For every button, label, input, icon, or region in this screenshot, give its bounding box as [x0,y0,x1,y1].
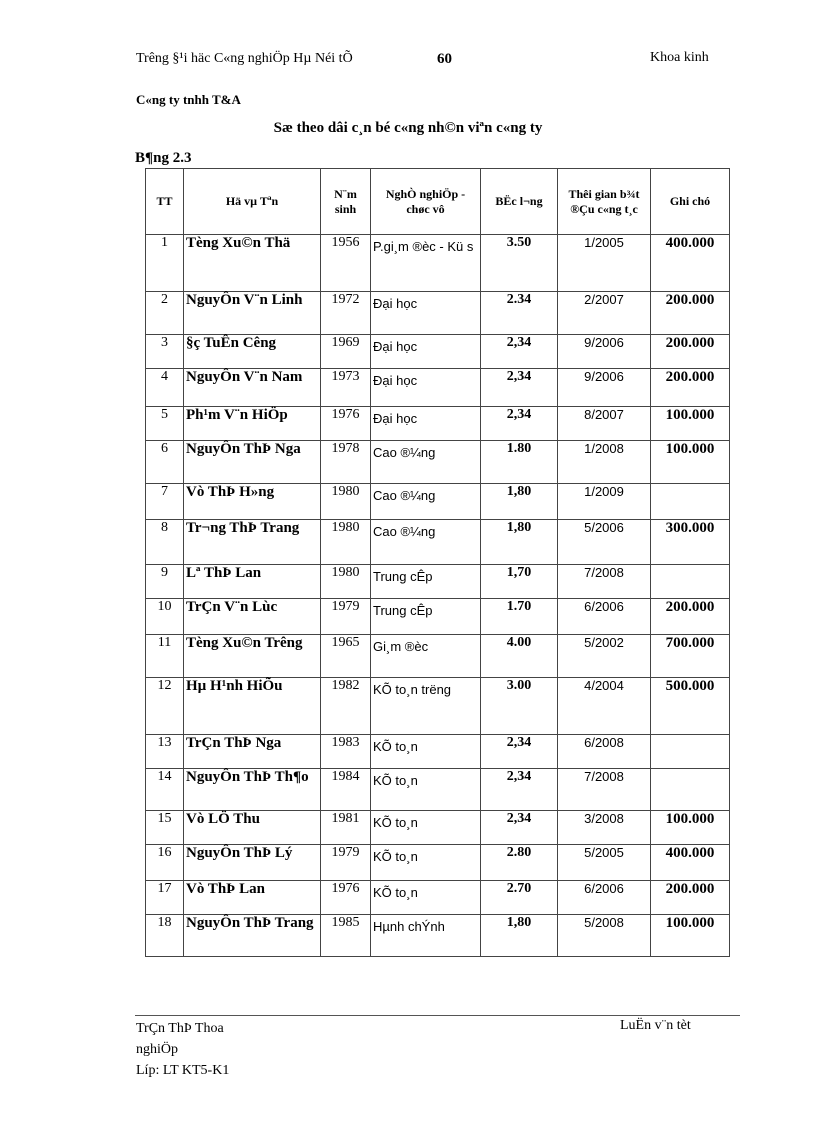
cell-start-date: 9/2006 [558,335,651,369]
cell-start-date: 1/2009 [558,484,651,520]
cell-tt: 10 [146,599,184,635]
cell-name: Vò LÖ Thu [184,811,321,845]
cell-rank: 2,34 [481,769,558,811]
cell-rank: 3.00 [481,678,558,735]
cell-note: 100.000 [651,811,730,845]
col-header-rank: BËc l¬ng [481,169,558,235]
cell-name: Tèng Xu©n Thä [184,235,321,292]
cell-tt: 9 [146,565,184,599]
cell-name: Hµ H¹nh HiÕu [184,678,321,735]
cell-tt: 8 [146,520,184,565]
cell-name: §ç TuÊn Cêng [184,335,321,369]
cell-rank: 2,34 [481,735,558,769]
header-faculty: Khoa kinh [650,50,709,65]
cell-year: 1983 [321,735,371,769]
cell-year: 1973 [321,369,371,407]
cell-tt: 6 [146,441,184,484]
cell-year: 1985 [321,915,371,957]
cell-name: Vò ThÞ Lan [184,881,321,915]
col-header-name: Hä vµ Tªn [184,169,321,235]
footer-left [136,1018,296,1081]
footer-left-line2: nghiÖp [136,1042,178,1057]
cell-name: NguyÔn ThÞ Trang [184,915,321,957]
cell-year: 1976 [321,407,371,441]
cell-rank: 2,34 [481,335,558,369]
table-row [146,484,730,520]
col-header-job: NghÒ nghiÖp - chøc vô [371,169,481,235]
cell-year: 1982 [321,678,371,735]
cell-name: NguyÔn V¨n Nam [184,369,321,407]
cell-job: P.gi¸m ®èc - Kü s [371,235,481,292]
cell-note: 200.000 [651,599,730,635]
cell-start-date: 5/2006 [558,520,651,565]
cell-rank: 2.80 [481,845,558,881]
document-title: Sæ theo dâi c¸n bé c«ng nh©n viªn c«ng ty [273,120,543,136]
cell-year: 1956 [321,235,371,292]
cell-rank: 1,70 [481,565,558,599]
table-row [146,635,730,678]
cell-job: Đại học [371,335,481,369]
cell-rank: 2,34 [481,369,558,407]
cell-name: Tr¬ng ThÞ Trang [184,520,321,565]
cell-note: 400.000 [651,845,730,881]
table-row [146,235,730,292]
cell-name: NguyÔn ThÞ Nga [184,441,321,484]
col-header-year: N¨m sinh [321,169,371,235]
cell-year: 1969 [321,335,371,369]
cell-note [651,484,730,520]
cell-year: 1980 [321,520,371,565]
cell-rank: 1.70 [481,599,558,635]
cell-name: NguyÔn ThÞ Th¶o [184,769,321,811]
cell-start-date: 5/2005 [558,845,651,881]
cell-year: 1976 [321,881,371,915]
cell-rank: 4.00 [481,635,558,678]
cell-job: Đại học [371,292,481,335]
cell-note [651,565,730,599]
cell-start-date: 5/2002 [558,635,651,678]
cell-tt: 11 [146,635,184,678]
cell-tt: 14 [146,769,184,811]
cell-start-date: 1/2008 [558,441,651,484]
cell-start-date: 2/2007 [558,292,651,335]
cell-year: 1965 [321,635,371,678]
cell-start-date: 9/2006 [558,369,651,407]
table-header-row [146,169,730,235]
cell-start-date: 4/2004 [558,678,651,735]
cell-job: KÕ to¸n [371,845,481,881]
cell-tt: 15 [146,811,184,845]
cell-name: TrÇn ThÞ Nga [184,735,321,769]
cell-note: 100.000 [651,915,730,957]
col-header-note: Ghi chó [651,169,730,235]
cell-job: KÕ to¸n [371,811,481,845]
col-header-start: Thêi gian b¾t ®Çu c«ng t¸c [558,169,651,235]
table-row [146,735,730,769]
cell-job: Đại học [371,369,481,407]
cell-note: 200.000 [651,335,730,369]
table-row [146,520,730,565]
cell-name: Vò ThÞ H»ng [184,484,321,520]
cell-tt: 17 [146,881,184,915]
table-row [146,881,730,915]
cell-rank: 3.50 [481,235,558,292]
cell-note: 100.000 [651,441,730,484]
cell-job: Cao ®¼ng [371,484,481,520]
cell-job: Đại học [371,407,481,441]
cell-tt: 13 [146,735,184,769]
cell-tt: 3 [146,335,184,369]
col-header-tt: TT [146,169,184,235]
cell-note: 700.000 [651,635,730,678]
cell-job: Cao ®¼ng [371,441,481,484]
cell-name: NguyÔn ThÞ Lý [184,845,321,881]
table-row [146,678,730,735]
cell-year: 1978 [321,441,371,484]
cell-job: KÕ to¸n [371,769,481,811]
cell-name: Ph¹m V¨n HiÖp [184,407,321,441]
cell-name: NguyÔn V¨n Linh [184,292,321,335]
cell-start-date: 6/2008 [558,735,651,769]
table-row [146,769,730,811]
cell-job: Trung cÊp [371,565,481,599]
cell-start-date: 6/2006 [558,599,651,635]
cell-start-date: 7/2008 [558,565,651,599]
cell-job: Gi¸m ®èc [371,635,481,678]
cell-job: KÕ to¸n [371,881,481,915]
footer-divider [135,1015,740,1016]
staff-table [145,168,730,957]
footer-class: Líp: LT KT5-K1 [136,1063,230,1078]
cell-note [651,735,730,769]
cell-rank: 1,80 [481,915,558,957]
cell-tt: 4 [146,369,184,407]
cell-start-date: 5/2008 [558,915,651,957]
table-row [146,915,730,957]
cell-job: Trung cÊp [371,599,481,635]
table-row [146,407,730,441]
cell-tt: 1 [146,235,184,292]
footer-author: TrÇn ThÞ Thoa [136,1021,224,1036]
cell-year: 1979 [321,845,371,881]
cell-tt: 16 [146,845,184,881]
cell-tt: 5 [146,407,184,441]
cell-rank: 2.34 [481,292,558,335]
cell-tt: 18 [146,915,184,957]
cell-tt: 12 [146,678,184,735]
table-row [146,441,730,484]
table-row [146,335,730,369]
cell-rank: 2.70 [481,881,558,915]
cell-rank: 2,34 [481,811,558,845]
cell-note: 500.000 [651,678,730,735]
cell-tt: 2 [146,292,184,335]
cell-note: 300.000 [651,520,730,565]
cell-note: 100.000 [651,407,730,441]
cell-start-date: 8/2007 [558,407,651,441]
cell-rank: 1,80 [481,484,558,520]
cell-job: KÕ to¸n [371,735,481,769]
cell-rank: 1,80 [481,520,558,565]
cell-start-date: 7/2008 [558,769,651,811]
cell-note: 200.000 [651,292,730,335]
cell-job: Hµnh chÝnh [371,915,481,957]
cell-note: 400.000 [651,235,730,292]
cell-year: 1979 [321,599,371,635]
table-row [146,599,730,635]
cell-year: 1980 [321,484,371,520]
cell-start-date: 1/2005 [558,235,651,292]
table-row [146,565,730,599]
cell-year: 1972 [321,292,371,335]
footer-thesis-label: LuËn v¨n tèt [620,1018,691,1033]
table-row [146,369,730,407]
cell-year: 1981 [321,811,371,845]
table-row [146,811,730,845]
cell-name: Tèng Xu©n Trêng [184,635,321,678]
table-label: B¶ng 2.3 [135,150,192,166]
cell-job: KÕ to¸n trëng [371,678,481,735]
table-row [146,292,730,335]
cell-name: Lª ThÞ Lan [184,565,321,599]
cell-year: 1980 [321,565,371,599]
cell-job: Cao ®¼ng [371,520,481,565]
cell-rank: 2,34 [481,407,558,441]
cell-year: 1984 [321,769,371,811]
cell-note [651,769,730,811]
cell-start-date: 3/2008 [558,811,651,845]
cell-note: 200.000 [651,369,730,407]
cell-name: TrÇn V¨n Lùc [184,599,321,635]
table-row [146,845,730,881]
page-number: 60 [437,51,452,67]
company-name: C«ng ty tnhh T&A [136,92,241,107]
cell-start-date: 6/2006 [558,881,651,915]
header-school: Trêng §¹i häc C«ng nghiÖp Hµ Néi tÕ [136,51,353,66]
cell-note: 200.000 [651,881,730,915]
cell-tt: 7 [146,484,184,520]
cell-rank: 1.80 [481,441,558,484]
